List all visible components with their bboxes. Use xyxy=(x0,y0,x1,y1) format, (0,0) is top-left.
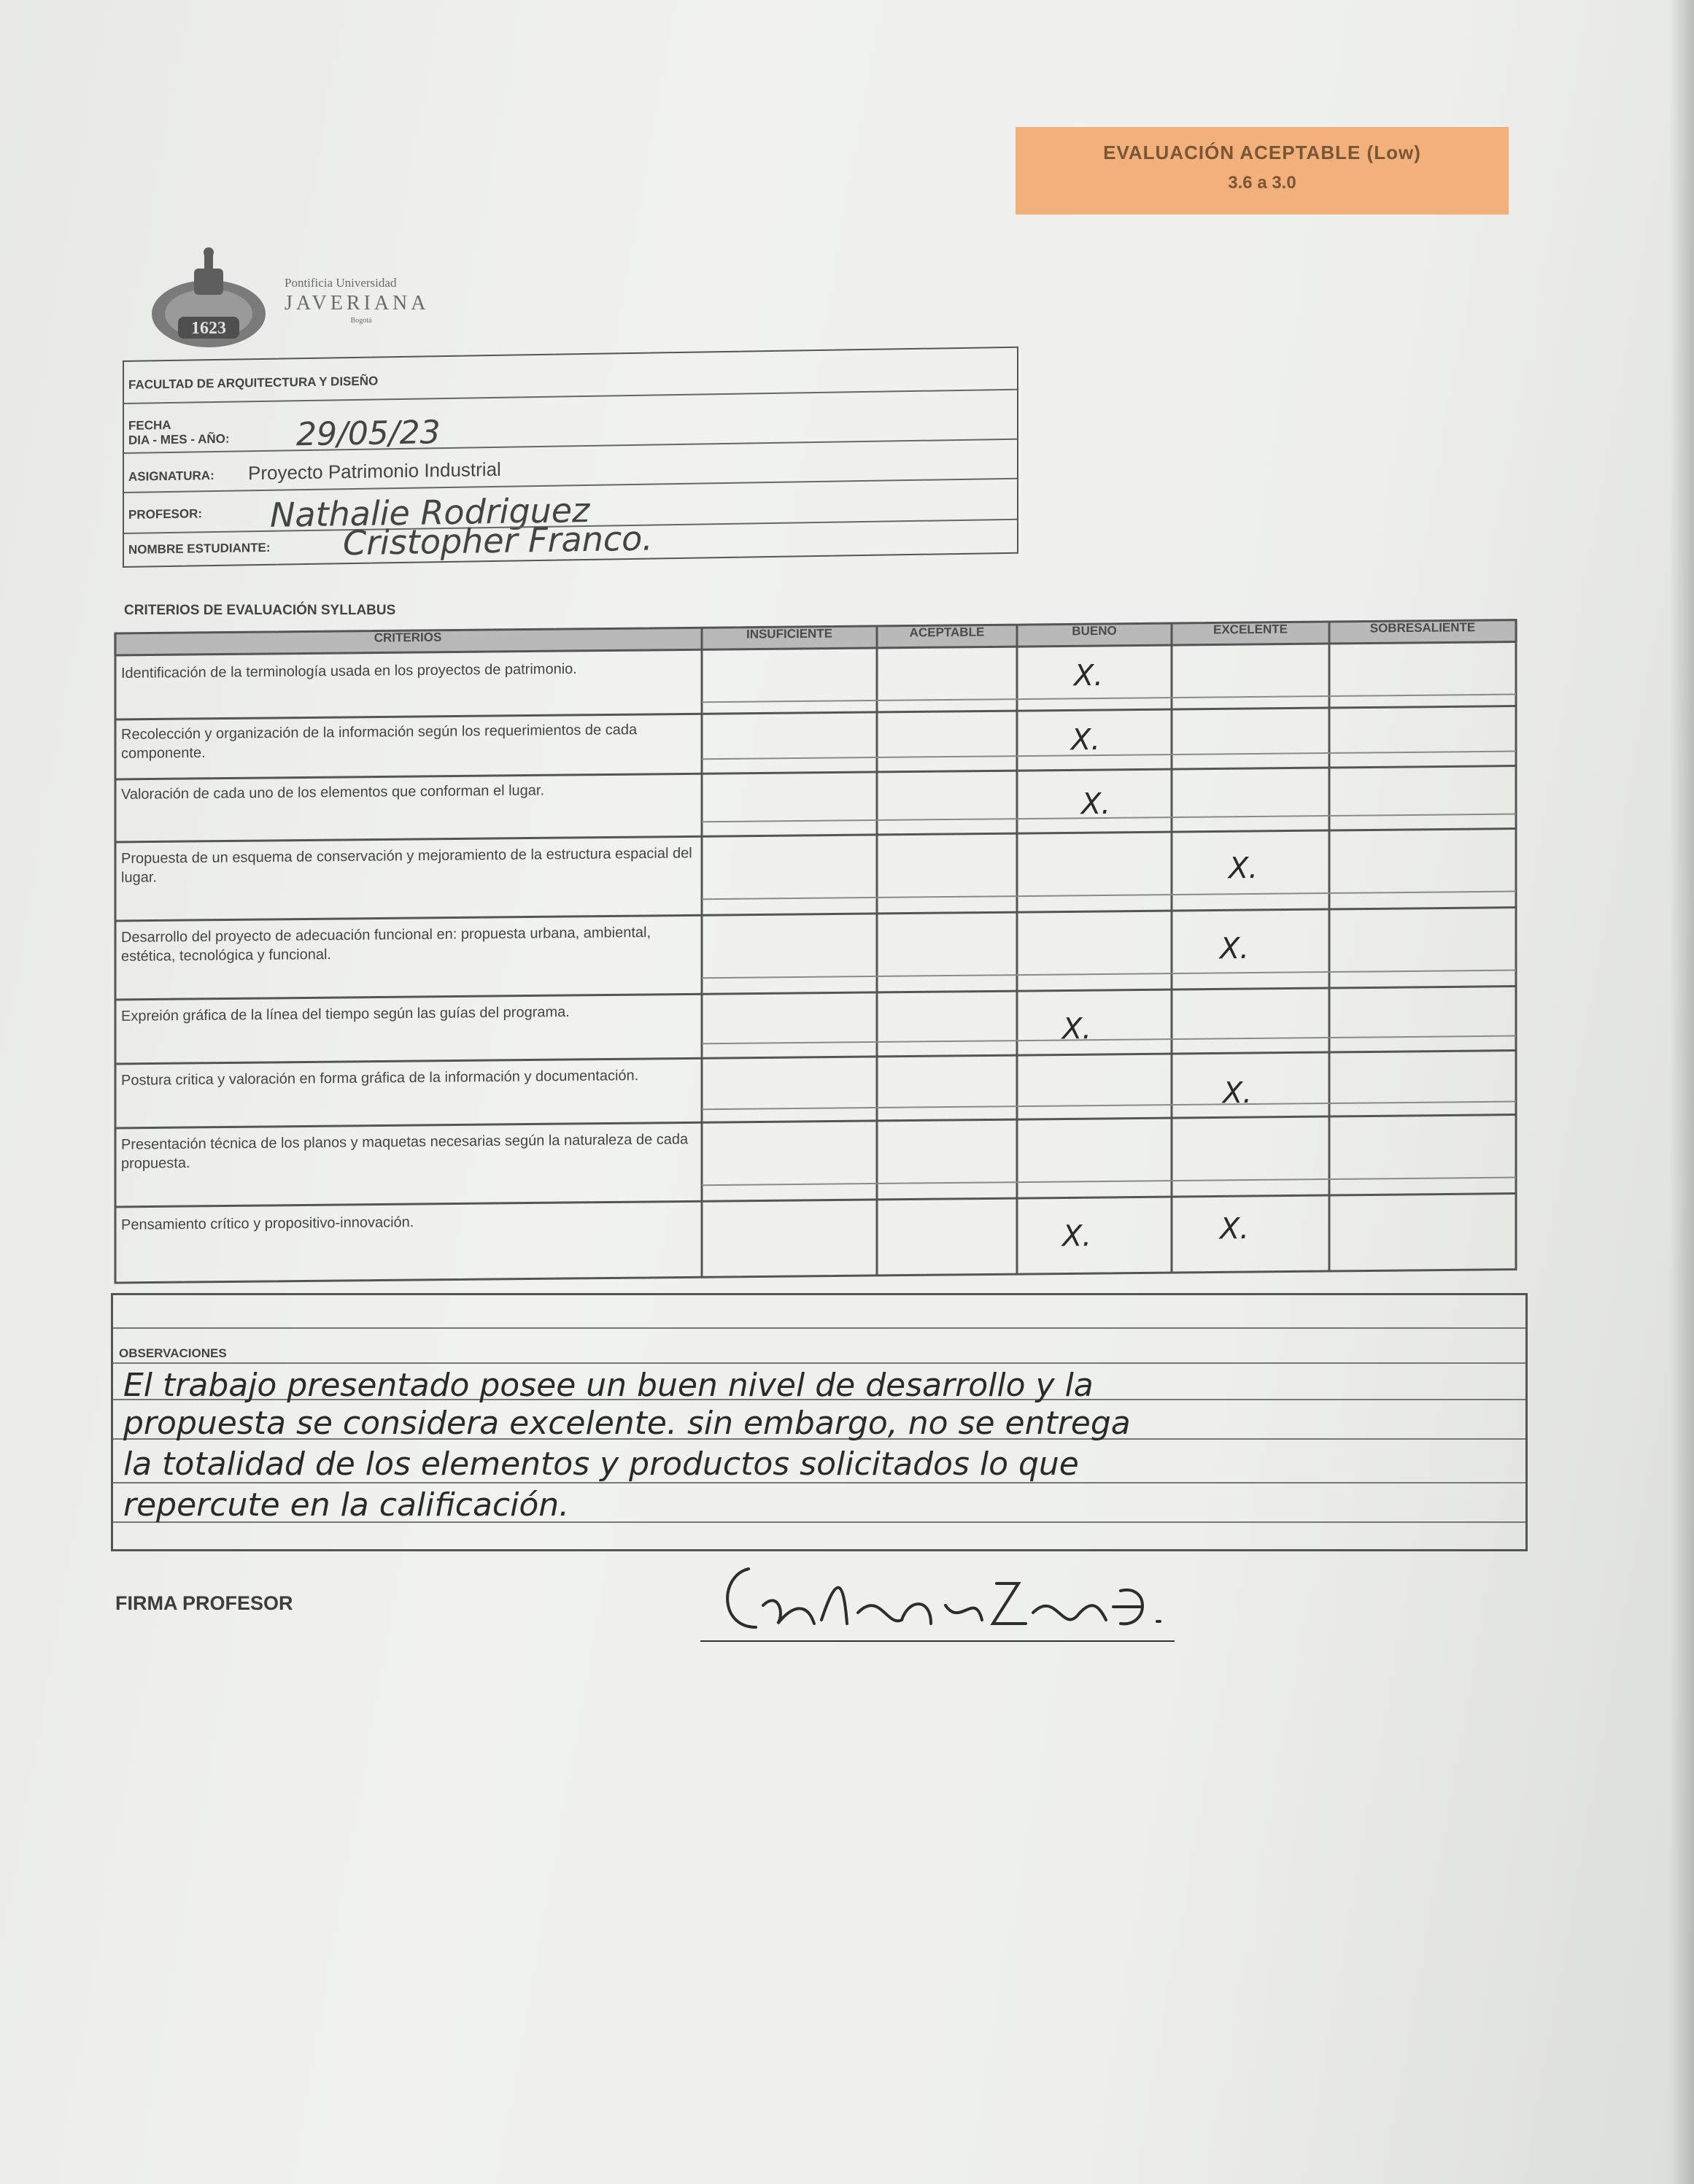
university-logo xyxy=(143,247,274,360)
mark-criterion-1-bueno: X. xyxy=(1074,658,1104,693)
badge-title: EVALUACIÓN ACEPTABLE (Low) xyxy=(1103,142,1421,163)
mark-criterion-3-bueno: X. xyxy=(1081,787,1111,822)
criterion-8: Presentación técnica de los planos y maquetas necesarias según la naturaleza de cada propuesta. xyxy=(121,1131,689,1172)
criterion-9: Pensamiento crítico y propositivo-innovación. xyxy=(121,1214,414,1233)
info-row-divider xyxy=(124,389,1017,404)
mark-criterion-5-excelente: X. xyxy=(1220,932,1250,966)
mark-criterion-4-excelente: X. xyxy=(1229,851,1258,886)
criterion-2: Recolección y organización de la información según los requerimientos de cada componente. xyxy=(121,722,638,762)
professor-signature xyxy=(712,1562,1179,1642)
criterion-6: Expreión gráfica de la línea del tiempo según las guías del programa. xyxy=(121,1004,570,1025)
column-excelente: EXCELENTE xyxy=(1213,622,1288,637)
observation-line-1: El trabajo presentado posee un buen nivel de desarrollo y la xyxy=(123,1367,1094,1404)
signature-line xyxy=(700,1640,1175,1642)
page-edge-shadow xyxy=(1669,0,1694,2184)
obs-ruled-line xyxy=(113,1362,1525,1364)
info-row-divider xyxy=(124,439,1017,454)
profesor-value: Nathalie Rodriguez xyxy=(270,490,590,535)
observation-line-4: repercute en la calificación. xyxy=(123,1486,570,1524)
faculty-label: FACULTAD DE ARQUITECTURA Y DISEÑO xyxy=(128,374,379,392)
criterion-1: Identificación de la terminología usada en los proyectos de patrimonio. xyxy=(121,660,577,682)
criterion-4: Propuesta de un esquema de conservación y mejoramiento de la estructura espacial del lugar. xyxy=(121,845,692,886)
evaluation-badge xyxy=(1016,127,1509,215)
observation-line-3: la totalidad de los elementos y productos solicitados lo que xyxy=(123,1446,1079,1483)
criteria-table xyxy=(114,606,1517,1284)
svg-text:1623: 1623 xyxy=(191,319,226,338)
student-info-table xyxy=(123,347,1018,568)
badge-range: 3.6 a 3.0 xyxy=(1228,173,1296,193)
column-sobresaliente: SOBRESALIENTE xyxy=(1369,620,1476,636)
obs-ruled-line xyxy=(113,1327,1525,1329)
criterion-7: Postura critica y valoración en forma gráfica de la información y documentación. xyxy=(121,1068,639,1089)
criterion-3: Valoración de cada uno de los elementos que conforman el lugar. xyxy=(121,782,545,803)
mark-criterion-6-bueno: X. xyxy=(1062,1012,1092,1046)
asignatura-value: Proyecto Patrimonio Industrial xyxy=(248,458,501,485)
column-bueno: BUENO xyxy=(1072,623,1117,638)
estudiante-label: NOMBRE ESTUDIANTE: xyxy=(128,540,271,557)
observations-box xyxy=(111,1293,1528,1551)
observation-line-2: propuesta se considera excelente. sin embargo, no se entrega xyxy=(123,1405,1131,1442)
criteria-title: CRITERIOS DE EVALUACIÓN SYLLABUS xyxy=(124,603,396,618)
column-insuficiente: INSUFICIENTE xyxy=(746,626,833,641)
date-value: 29/05/23 xyxy=(296,414,441,454)
profesor-label: PROFESOR: xyxy=(128,506,203,522)
asignatura-label: ASIGNATURA: xyxy=(128,468,214,484)
criterion-5: Desarrollo del proyecto de adecuación funcional en: propuesta urbana, ambiental, estética, tecnológica y funcional. xyxy=(121,924,651,965)
firma-profesor-label: FIRMA PROFESOR xyxy=(115,1592,293,1614)
university-name: Pontificia Universidad JAVERIANA Bogotá xyxy=(285,276,430,325)
mark-criterion-7-excelente: X. xyxy=(1223,1076,1253,1111)
mark-criterion-9-bueno: X. xyxy=(1062,1219,1092,1254)
column-criterios: CRITERIOS xyxy=(374,630,442,645)
day-month-year-label: DIA - MES - AÑO: xyxy=(128,431,230,447)
mark-criterion-9-excelente: X. xyxy=(1220,1212,1250,1246)
observations-label: OBSERVACIONES xyxy=(119,1346,227,1360)
estudiante-value: Cristopher Franco. xyxy=(343,518,653,563)
mark-criterion-2-bueno: X. xyxy=(1071,723,1101,757)
column-aceptable: ACEPTABLE xyxy=(909,625,985,640)
fecha-label: FECHA xyxy=(128,417,171,433)
